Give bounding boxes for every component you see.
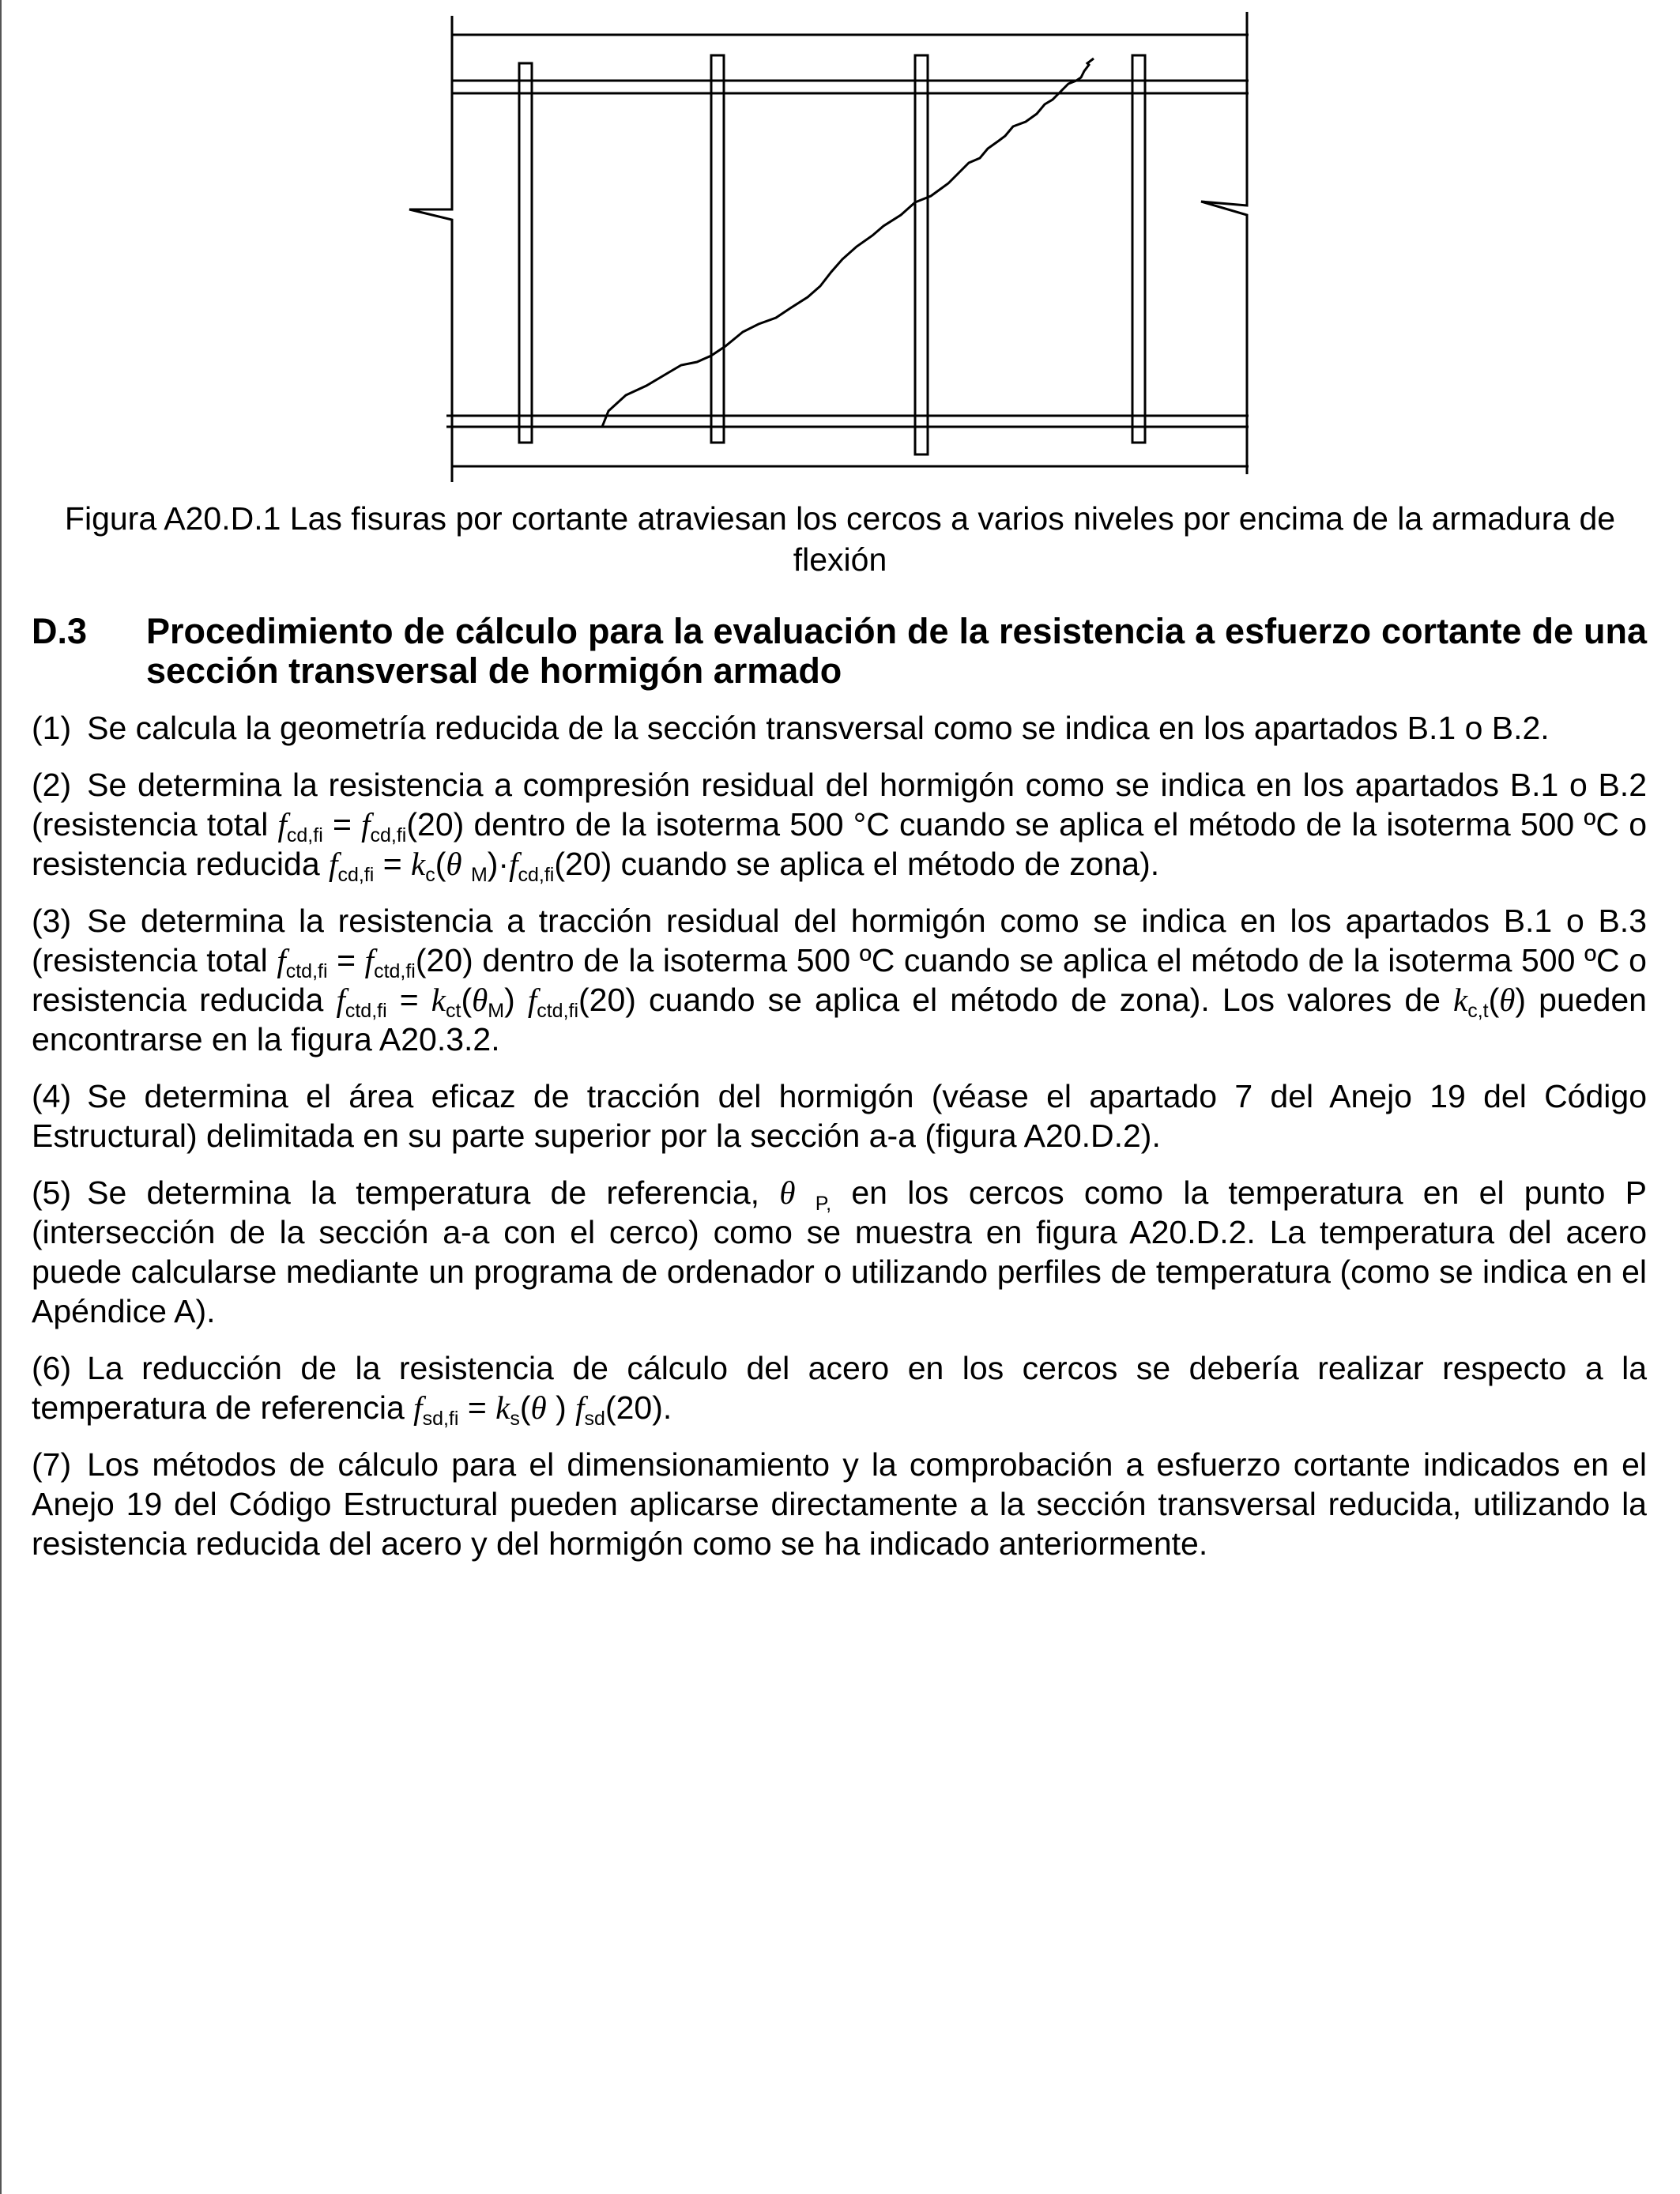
section-d3 — [32, 612, 1647, 1581]
math-sub: s — [510, 1408, 520, 1430]
paragraph-text: Se determina la resistencia a tracción residual del hormigón como se indica en los apartados B.1 o B.3 (resistencia total — [32, 903, 1647, 978]
math-f: f — [277, 806, 287, 843]
math-space — [567, 1389, 575, 1426]
math-paren: ) — [556, 1389, 567, 1426]
math-paren: ) — [1515, 982, 1527, 1018]
paragraph-text: Los métodos de cálculo para el dimensionamiento y la comprobación a esfuerzo cortante indicados en el Anejo 19 del Código Estructural pueden aplicarse directamente a la sección transversal reducida, utilizando la resistencia reducida del acero y del hormigón como se ha indicado anteriormente. — [32, 1446, 1647, 1562]
math-space — [515, 982, 528, 1018]
paragraph-text: Se calcula la geometría reducida de la sección transversal como se indica en los apartados B.1 o B.2. — [87, 710, 1550, 746]
math-paren: ( — [435, 846, 446, 882]
math-sub: sd — [584, 1408, 605, 1430]
paragraph-text: Se determina el área eficaz de tracción del hormigón (véase el apartado 7 del Anejo 19 del Código Estructural) delimitada en su parte superior por la sección a-a (figura A20.D.2). — [32, 1078, 1647, 1154]
math-sub: cd,fi — [337, 864, 375, 886]
math-sub: ctd,fi — [285, 960, 328, 982]
math-sub: cd,fi — [370, 824, 407, 846]
paragraph-number: (3) — [32, 903, 72, 939]
section-number: D.3 — [32, 611, 88, 651]
paragraph-3 — [32, 901, 1647, 1059]
paragraph-number: (7) — [32, 1446, 72, 1483]
math-space — [547, 1389, 556, 1426]
beam-diagram — [395, 8, 1304, 482]
paragraph-6 — [32, 1348, 1647, 1430]
paragraph-4 — [32, 1076, 1647, 1155]
math-sub: c,t — [1467, 1000, 1489, 1022]
math-sub: ctd,fi — [345, 1000, 387, 1022]
shear-crack-figure — [395, 8, 1304, 482]
math-sub: c — [425, 864, 435, 886]
paragraph-number: (4) — [32, 1078, 72, 1114]
paragraph-text: (20) dentro de la isoterma 500 ºC cuando se aplica el método de la isoterma 500 ºC o resistencia reducida — [32, 942, 1647, 1018]
math-paren: ) — [487, 846, 499, 882]
math-sub: ctd,fi — [537, 1000, 579, 1022]
math-sub: cd,fi — [286, 824, 323, 846]
math-theta: θ — [779, 1174, 796, 1211]
math-f: f — [364, 942, 375, 978]
math-k: k — [495, 1389, 510, 1426]
paragraph-text: = — [386, 982, 431, 1018]
paragraph-number: (2) — [32, 767, 72, 803]
math-f: f — [336, 982, 345, 1018]
math-k: k — [411, 846, 426, 882]
math-f: f — [527, 982, 537, 1018]
math-f: f — [575, 1389, 585, 1426]
math-f: f — [509, 846, 518, 882]
math-paren: ( — [1488, 982, 1500, 1018]
stirrup-2 — [711, 55, 724, 443]
math-sub: sd,fi — [422, 1408, 459, 1430]
math-space — [462, 846, 471, 882]
page-left-border — [0, 0, 2, 2194]
math-sub: ctd,fi — [374, 960, 416, 982]
math-theta: θ — [1499, 982, 1516, 1018]
math-sub: ct — [445, 1000, 461, 1022]
math-sub: M — [470, 864, 488, 886]
figure-caption: Figura A20.D.1 Las fisuras por cortante atraviesan los cercos a varios niveles por encima de la armadura de flexión — [64, 500, 1616, 578]
math-f: f — [413, 1389, 423, 1426]
math-k: k — [1453, 982, 1468, 1018]
paragraph-7 — [32, 1445, 1647, 1563]
paragraph-text: (20). — [605, 1389, 672, 1426]
stirrup-1 — [519, 63, 532, 443]
math-space — [795, 1174, 815, 1211]
paragraph-text: pueden encontrarse en la figura A20.3.2. — [32, 982, 1647, 1057]
math-paren: ) — [504, 982, 515, 1018]
stirrup-4 — [1132, 55, 1145, 443]
paragraph-2 — [32, 765, 1647, 884]
paragraph-text: Se determina la resistencia a compresión residual del hormigón como se indica en los apartados B.1 o B.2 (resistencia total — [32, 767, 1647, 843]
section-heading — [32, 612, 1647, 691]
paragraph-text: (20) cuando se aplica el método de zona). — [554, 846, 1160, 882]
paragraph-text: = — [458, 1389, 496, 1426]
paragraph-text: = — [374, 846, 412, 882]
paragraph-5 — [32, 1173, 1647, 1331]
paragraph-text: (20) dentro de la isoterma 500 °C cuando se aplica el método de la isoterma 500 ºC o resistencia reducida — [32, 806, 1647, 882]
paragraph-text: = — [322, 806, 362, 843]
math-dot: · — [498, 846, 510, 882]
math-k: k — [431, 982, 446, 1018]
paragraph-text: (20) cuando se aplica el método de zona). Los valores de — [578, 982, 1454, 1018]
math-f: f — [277, 942, 286, 978]
math-theta: θ — [472, 982, 488, 1018]
math-paren: ( — [461, 982, 473, 1018]
paragraph-text: Se determina la temperatura de referencia, — [87, 1174, 780, 1211]
paragraph-text: La reducción de la resistencia de cálculo del acero en los cercos se debería realizar respecto a la temperatura de referencia — [32, 1350, 1647, 1426]
math-sub: cd,fi — [518, 864, 555, 886]
paragraph-number: (5) — [32, 1174, 72, 1211]
math-f: f — [329, 846, 338, 882]
paragraph-text: en los cercos como la temperatura en el punto P (intersección de la sección a-a con el cerco) como se muestra en figura A20.D.2. La temperatura del acero puede calcularse mediante un programa de ordenador o utilizando perfiles de temperatura (como se indica en el Apéndice A). — [32, 1174, 1647, 1329]
math-theta: θ — [446, 846, 462, 882]
paragraph-number: (6) — [32, 1350, 72, 1386]
shear-crack-line — [602, 58, 1094, 427]
stirrup-3 — [915, 55, 928, 454]
paragraph-number: (1) — [32, 710, 72, 746]
math-sub: M — [488, 1000, 505, 1022]
paragraph-text: = — [327, 942, 365, 978]
math-sub: P, — [815, 1193, 832, 1215]
math-f: f — [361, 806, 371, 843]
left-break-line — [409, 16, 452, 482]
section-title: Procedimiento de cálculo para la evaluación de la resistencia a esfuerzo cortante de una sección transversal de hormigón armado — [146, 611, 1647, 691]
math-paren: ( — [519, 1389, 531, 1426]
math-theta: θ — [530, 1389, 547, 1426]
paragraph-1 — [32, 708, 1647, 748]
